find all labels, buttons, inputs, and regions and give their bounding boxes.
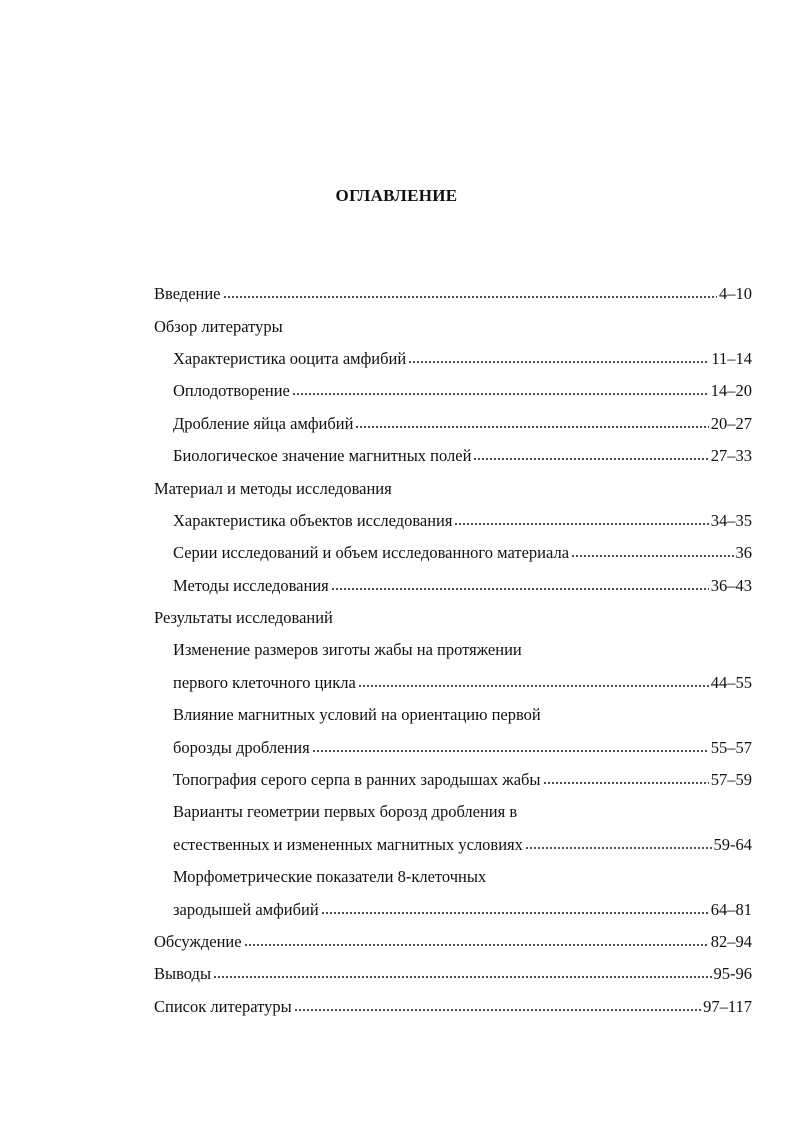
toc-entry-title: Список литературы — [154, 996, 292, 1016]
toc-entry-title: Дробление яйца амфибий — [173, 413, 354, 433]
toc-entry-title: естественных и измененных магнитных условиях — [173, 834, 523, 854]
dot-leader — [292, 390, 709, 398]
toc-entry-title: Влияние магнитных условий на ориентацию первой — [173, 705, 541, 725]
toc-entry-title: первого клеточного цикла — [173, 672, 356, 692]
toc-entry[interactable] — [154, 731, 752, 763]
toc-entry-page: 20–27 — [710, 413, 752, 433]
toc-entry-title: борозды дробления — [173, 737, 310, 757]
dot-leader — [358, 682, 709, 690]
toc-entry-page: 55–57 — [710, 737, 752, 757]
toc-entry-page: 64–81 — [710, 899, 752, 919]
toc-entry-page: 34–35 — [710, 510, 752, 530]
toc-entry[interactable] — [154, 505, 752, 537]
toc-entry[interactable] — [154, 829, 752, 861]
toc-section-heading[interactable] — [154, 310, 752, 342]
toc-entry[interactable] — [154, 958, 752, 990]
toc-entry-title: Методы исследования — [173, 575, 329, 595]
toc-entry-title: Обсуждение — [154, 932, 242, 951]
toc-entry-page: 11–14 — [711, 348, 752, 368]
toc-entry-title: Обзор литературы — [154, 316, 283, 336]
toc-entry-page: 36 — [735, 543, 752, 563]
toc-entry[interactable] — [154, 570, 752, 602]
dot-leader — [244, 941, 709, 949]
toc-entry-page: 4–10 — [719, 284, 752, 304]
toc-entry-title: Оплодотворение — [173, 381, 290, 401]
dot-leader — [321, 909, 709, 917]
toc-entry-title: зародышей амфибий — [173, 899, 319, 919]
toc-entry-line1[interactable] — [154, 861, 752, 893]
dot-leader — [331, 585, 709, 593]
toc-entry-page: 57–59 — [710, 770, 752, 790]
toc-entry[interactable] — [154, 408, 752, 440]
toc-entry[interactable] — [154, 764, 752, 796]
toc-entry[interactable] — [154, 343, 752, 375]
toc-entry[interactable] — [154, 278, 752, 310]
dot-leader — [312, 747, 709, 755]
dot-leader — [408, 358, 709, 366]
toc-entry-title: Материал и методы исследования — [154, 478, 392, 498]
toc-entry-page: 95-96 — [713, 964, 752, 984]
dot-leader — [355, 423, 708, 431]
toc-entry-title: Характеристика объектов исследования — [173, 510, 453, 530]
toc-entry-title: Характеристика ооцита амфибий — [173, 348, 407, 368]
toc-entry[interactable] — [154, 667, 752, 699]
dot-leader — [473, 455, 708, 463]
table-of-contents — [154, 278, 752, 1023]
page-title: ОГЛАВЛЕНИЕ — [335, 186, 458, 205]
toc-entry-page: 14–20 — [710, 381, 752, 401]
toc-entry-title: Результаты исследований — [154, 608, 333, 628]
toc-entry-page: 59-64 — [713, 834, 752, 854]
toc-entry[interactable] — [154, 893, 752, 925]
dot-leader — [213, 973, 711, 981]
toc-entry-page: 36–43 — [710, 575, 752, 595]
toc-entry-page: 44–55 — [710, 672, 752, 692]
toc-entry-title: Топография серого серпа в ранних зародышах жабы — [173, 770, 541, 790]
toc-entry-title: Биологическое значение магнитных полей — [173, 446, 472, 466]
dot-leader — [454, 520, 708, 528]
dot-leader — [543, 779, 709, 787]
toc-entry-title: Серии исследований и объем исследованного материала — [173, 543, 570, 563]
toc-entry-title: Выводы — [154, 964, 212, 984]
dot-leader — [223, 293, 717, 301]
toc-entry[interactable] — [154, 537, 752, 569]
toc-entry-line1[interactable] — [154, 634, 752, 666]
dot-leader — [525, 844, 712, 852]
toc-entry[interactable] — [154, 926, 752, 958]
toc-entry-title: Варианты геометрии первых борозд дробления в — [173, 802, 518, 822]
toc-entry-page: 27–33 — [710, 446, 752, 466]
toc-entry-line1[interactable] — [154, 796, 752, 828]
toc-entry[interactable] — [154, 991, 752, 1023]
toc-entry-title: Изменение размеров зиготы жабы на протяжении — [173, 640, 522, 660]
toc-entry-line1[interactable] — [154, 699, 752, 731]
toc-entry-page: 97–117 — [703, 996, 752, 1016]
toc-section-heading[interactable] — [154, 472, 752, 504]
toc-entry-title: Введение — [154, 284, 221, 304]
toc-section-heading[interactable] — [154, 602, 752, 634]
toc-entry-title: Морфометрические показатели 8-клеточных — [173, 867, 487, 887]
toc-entry[interactable] — [154, 375, 752, 407]
toc-entry-page: 82–94 — [710, 932, 752, 951]
dot-leader — [571, 552, 733, 560]
toc-entry[interactable] — [154, 440, 752, 472]
dot-leader — [294, 1006, 701, 1014]
